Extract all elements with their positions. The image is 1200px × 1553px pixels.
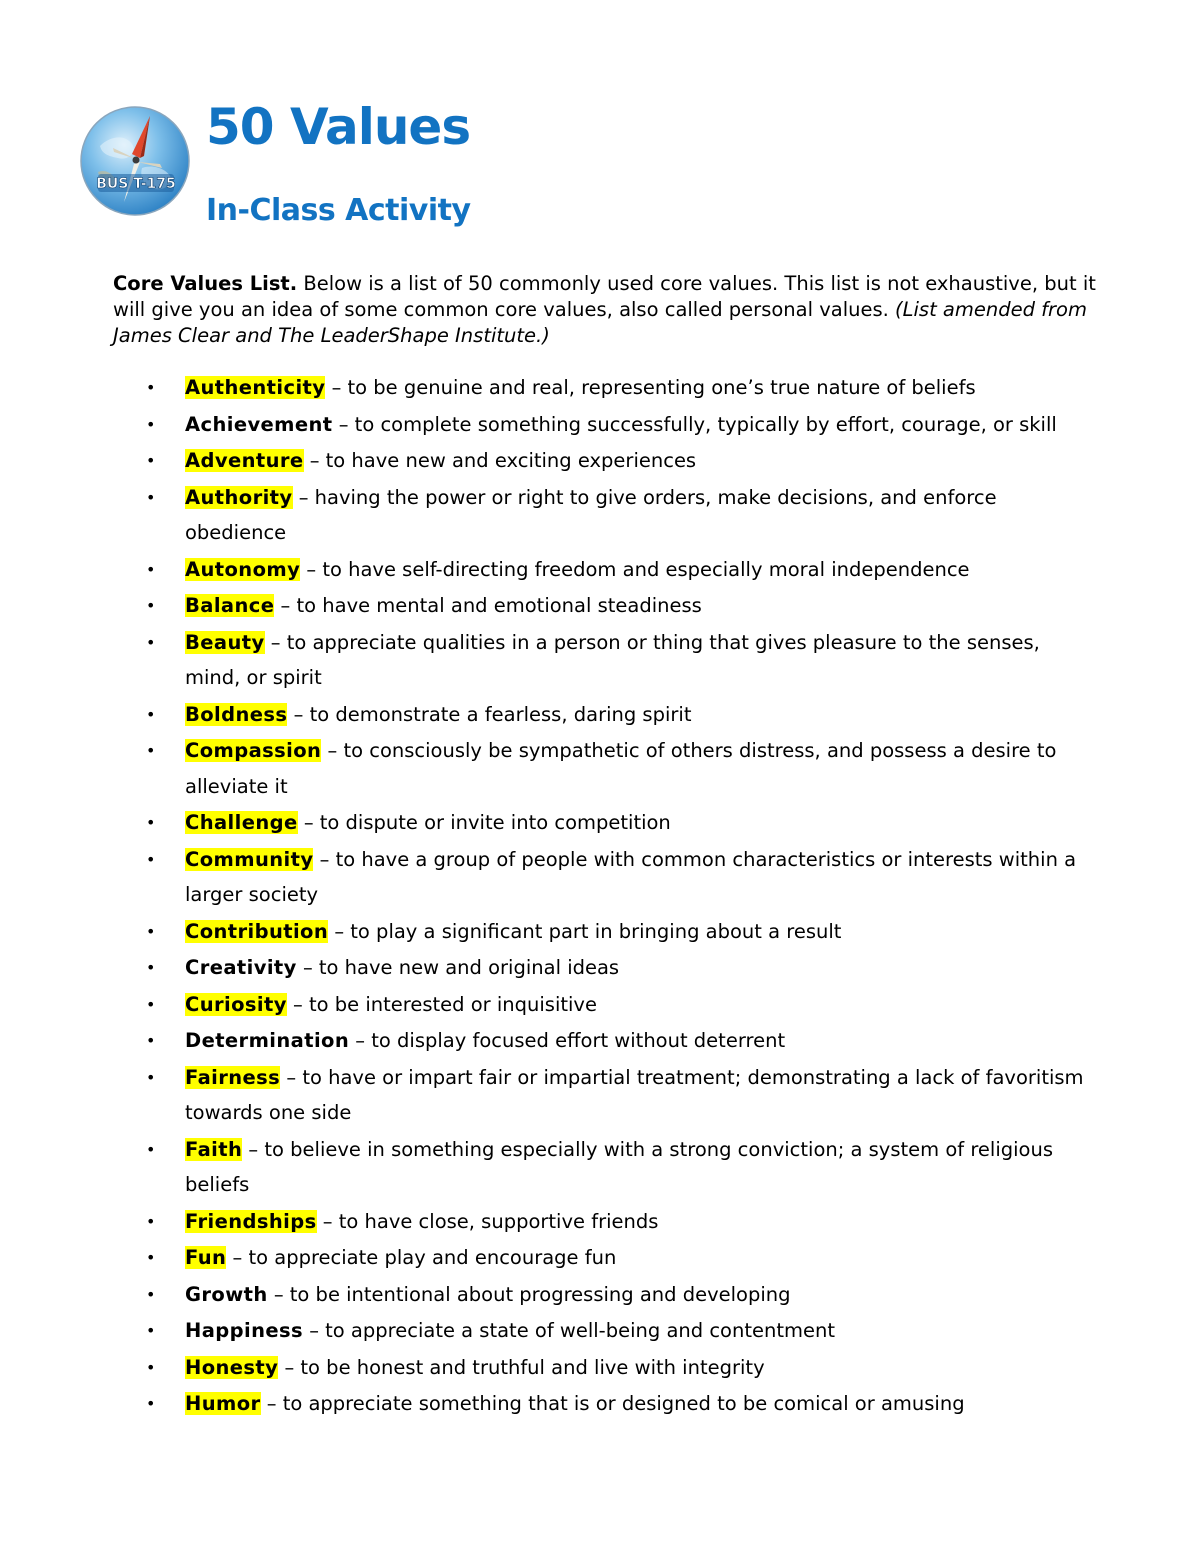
- value-term: Authenticity: [185, 376, 326, 399]
- value-term: Humor: [185, 1392, 261, 1415]
- value-description: – to believe in something especially with a strong conviction; a system of religious beliefs: [185, 1137, 1053, 1196]
- bullet-icon: •: [146, 487, 156, 507]
- value-description: – to complete something successfully, typically by effort, courage, or skill: [332, 412, 1057, 436]
- value-description: – to have a group of people with common characteristics or interests within a larger society: [185, 847, 1077, 906]
- value-term: Determination: [185, 1029, 350, 1052]
- page-subtitle: In-Class Activity: [206, 193, 471, 228]
- value-item: [146, 588, 1096, 624]
- value-item: [146, 1204, 1096, 1240]
- bullet-icon: •: [146, 849, 156, 869]
- value-item: [146, 407, 1096, 443]
- bullet-icon: •: [146, 741, 156, 760]
- intro-body: Below is a list of 50 commonly used core values. This list is not exhaustive, but it will give you an idea of some common core values, also called personal values.: [113, 272, 1096, 321]
- bullet-icon: •: [146, 632, 156, 652]
- value-term: Honesty: [185, 1355, 279, 1379]
- value-item: [146, 480, 1096, 551]
- value-item: [146, 1023, 1096, 1059]
- bullet-icon: •: [146, 1284, 156, 1304]
- intro-lead: Core Values List.: [113, 272, 298, 295]
- value-item: [146, 697, 1096, 733]
- value-item: [146, 1313, 1096, 1349]
- value-term: Creativity: [185, 956, 297, 979]
- bullet-icon: •: [146, 921, 156, 941]
- bullet-icon: •: [146, 596, 156, 615]
- value-item: [146, 842, 1096, 913]
- logo-text: BUS T-175: [96, 176, 176, 192]
- value-item: [146, 443, 1096, 479]
- value-term: Balance: [185, 594, 275, 617]
- value-item: [146, 1277, 1096, 1313]
- value-term: Challenge: [185, 811, 298, 834]
- bullet-icon: •: [146, 958, 156, 977]
- value-item: [146, 1386, 1096, 1422]
- value-term: Compassion: [185, 739, 322, 762]
- bullet-icon: •: [146, 813, 156, 832]
- value-description: – having the power or right to give orders, make decisions, and enforce obedience: [185, 485, 997, 544]
- value-description: – to appreciate play and encourage fun: [226, 1246, 617, 1269]
- value-item: [146, 1350, 1096, 1386]
- value-item: [146, 914, 1096, 950]
- value-description: – to display focused effort without deterrent: [349, 1029, 786, 1052]
- value-item: [146, 805, 1096, 841]
- value-description: – to have self-directing freedom and especially moral independence: [300, 557, 970, 581]
- page-title: 50 Values: [206, 98, 471, 156]
- bullet-icon: •: [146, 994, 156, 1014]
- value-description: – to have new and original ideas: [296, 956, 620, 979]
- value-description: – to be genuine and real, representing one’s true nature of beliefs: [325, 376, 976, 399]
- bullet-icon: •: [146, 1321, 156, 1340]
- value-description: – to have or impart fair or impartial treatment; demonstrating a lack of favoritism towards one side: [185, 1065, 1084, 1124]
- value-description: – to be honest and truthful and live with integrity: [278, 1355, 765, 1379]
- value-description: – to appreciate a state of well-being and contentment: [303, 1319, 835, 1342]
- value-term: Community: [185, 847, 314, 871]
- value-description: – to dispute or invite into competition: [297, 811, 671, 834]
- value-term: Beauty: [185, 630, 265, 654]
- bullet-icon: •: [146, 1357, 156, 1377]
- bullet-icon: •: [146, 1211, 156, 1231]
- bullet-icon: •: [146, 414, 156, 434]
- value-term: Growth: [185, 1282, 268, 1306]
- value-term: Achievement: [185, 412, 333, 436]
- value-term: Happiness: [185, 1319, 304, 1342]
- value-term: Boldness: [185, 702, 288, 726]
- bullet-icon: •: [146, 451, 156, 470]
- value-term: Fun: [185, 1246, 227, 1269]
- value-term: Faith: [185, 1137, 243, 1161]
- intro-citation: (List amended from James Clear and The LeaderShape Institute.): [113, 298, 1087, 347]
- value-description: – to demonstrate a fearless, daring spirit: [287, 702, 692, 726]
- bullet-icon: •: [146, 704, 156, 724]
- bullet-icon: •: [146, 1248, 156, 1267]
- value-term: Autonomy: [185, 557, 301, 581]
- value-term: Curiosity: [185, 992, 287, 1016]
- value-item: [146, 370, 1096, 406]
- value-description: – to have mental and emotional steadiness: [274, 594, 702, 617]
- bullet-icon: •: [146, 378, 156, 397]
- bullet-icon: •: [146, 1394, 156, 1413]
- bullet-icon: •: [146, 559, 156, 579]
- value-item: [146, 1132, 1096, 1203]
- value-term: Adventure: [185, 449, 304, 472]
- value-item: [146, 1240, 1096, 1276]
- value-description: – to be interested or inquisitive: [286, 992, 597, 1016]
- value-item: [146, 625, 1096, 696]
- value-description: – to have close, supportive friends: [316, 1209, 659, 1233]
- value-item: [146, 733, 1096, 804]
- value-description: – to appreciate qualities in a person or thing that gives pleasure to the senses, mind, or spirit: [185, 630, 1040, 689]
- value-term: Contribution: [185, 919, 329, 943]
- value-item: [146, 1060, 1096, 1131]
- bullet-icon: •: [146, 1139, 156, 1159]
- values-list: [146, 370, 1096, 1423]
- value-description: – to consciously be sympathetic of others distress, and possess a desire to alleviate it: [185, 739, 1057, 798]
- value-item: [146, 950, 1096, 986]
- value-description: – to play a significant part in bringing about a result: [328, 919, 842, 943]
- value-description: – to be intentional about progressing and developing: [267, 1282, 791, 1306]
- value-item: [146, 552, 1096, 588]
- intro-paragraph: [113, 271, 1103, 349]
- course-logo: [80, 106, 190, 216]
- bullet-icon: •: [146, 1031, 156, 1050]
- value-item: [146, 987, 1096, 1023]
- value-term: Fairness: [185, 1065, 281, 1089]
- bullet-icon: •: [146, 1067, 156, 1087]
- value-term: Friendships: [185, 1209, 317, 1233]
- value-description: – to have new and exciting experiences: [303, 449, 697, 472]
- value-description: – to appreciate something that is or designed to be comical or amusing: [260, 1392, 965, 1415]
- value-term: Authority: [185, 485, 293, 509]
